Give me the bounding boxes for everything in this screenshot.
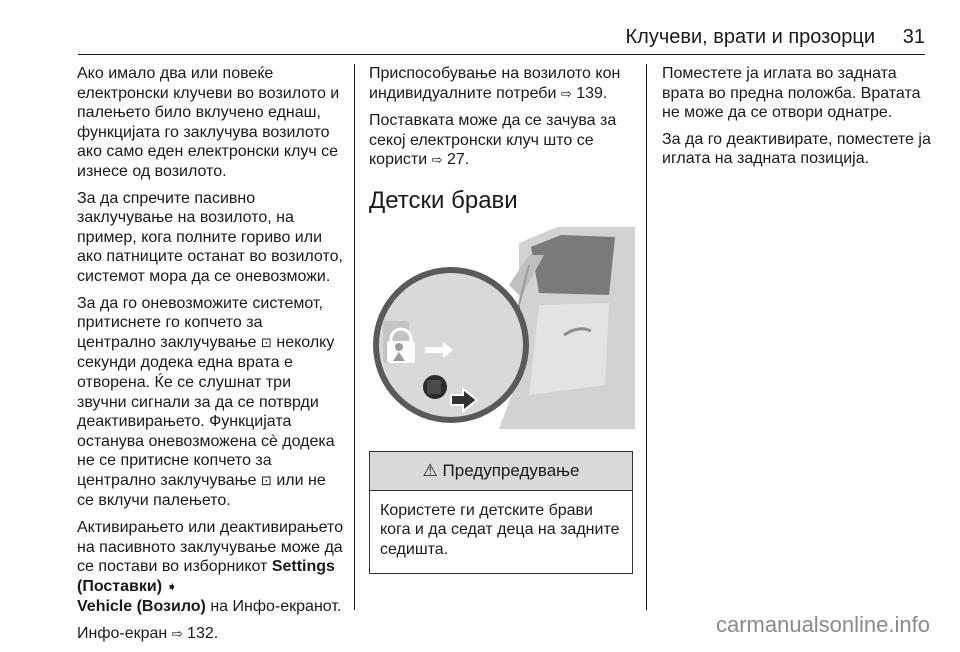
- page-header: [0, 0, 960, 56]
- paragraph: Инфо-екран ⇨ 132.: [77, 625, 219, 643]
- column-right: [662, 64, 938, 176]
- paragraph: За да го деактивирате, поместете ја иглата на задната позиција.: [662, 130, 931, 168]
- column-divider: [646, 64, 647, 610]
- warning-box: [369, 451, 633, 575]
- warning-title: Предупредување: [442, 460, 580, 480]
- child-lock-illustration: [369, 225, 635, 429]
- paragraph: За да спречите пасивно заклучување на возилото, на пример, кога полните гориво или ако патниците останат во возилото, системот мора да се оневозможи.: [77, 189, 343, 285]
- reference-arrow-icon: ⇨: [560, 86, 572, 102]
- page-number: 31: [902, 26, 925, 48]
- page-title: Клучеви, врати и прозорци: [625, 26, 875, 48]
- column-middle: [369, 64, 635, 574]
- menu-path-vehicle: Vehicle (Возило): [77, 598, 206, 616]
- paragraph: Поместете ја иглата во задната врата во предна положба. Вратата не може да се отвори однатре.: [662, 65, 921, 122]
- menu-path-settings: Settings (Поставки): [77, 558, 335, 595]
- lock-icon: ⊡: [261, 335, 272, 351]
- menu-arrow-icon: ➧: [166, 579, 178, 595]
- lock-icon: ⊡: [261, 473, 272, 489]
- paragraph: За да го оневозможите системот, притиснете го копчето за централно заклучување ⊡ неколку секунди додека една врата е отворена. Ќе се слушнат три звучни сигнали за да се потврди деактивирањето. Функцијата останува оневозможена сè додека не се притисне копчето за централно заклучување ⊡ или не се вклучи палењето.: [77, 294, 335, 510]
- warning-text: Користете ги детските брави кога и да седат деца на задните седишта.: [380, 501, 620, 558]
- header-divider: [78, 54, 925, 55]
- reference-arrow-icon: ⇨: [171, 627, 183, 643]
- paragraph: Поставката може да се зачува за секој електронски клуч што се користи ⇨ 27.: [369, 112, 617, 169]
- column-left: [77, 64, 345, 652]
- paragraph: Активирањето или деактивирањето на пасивното заклучување може да се постави во изборникот Settings (Поставки) ➧ Vehicle (Возило) на Инфо-екранот.: [77, 519, 344, 616]
- paragraph: Приспособување на возилото кон индивидуалните потреби ⇨ 139.: [369, 65, 621, 102]
- paragraph: Ако имало два или повеќе електронски клучеви во возилото и палењето било вклучено еднаш, функцијата го заклучува возилото ако само еден електронски клуч се изнесе од возилото.: [77, 65, 340, 180]
- section-title: Детски брави: [369, 186, 518, 214]
- warning-header: [370, 452, 632, 491]
- column-divider: [354, 64, 355, 610]
- reference-arrow-icon: ⇨: [431, 153, 443, 169]
- watermark-url: carmanualsonline.info: [715, 612, 930, 637]
- warning-triangle-icon: ⚠: [422, 460, 438, 481]
